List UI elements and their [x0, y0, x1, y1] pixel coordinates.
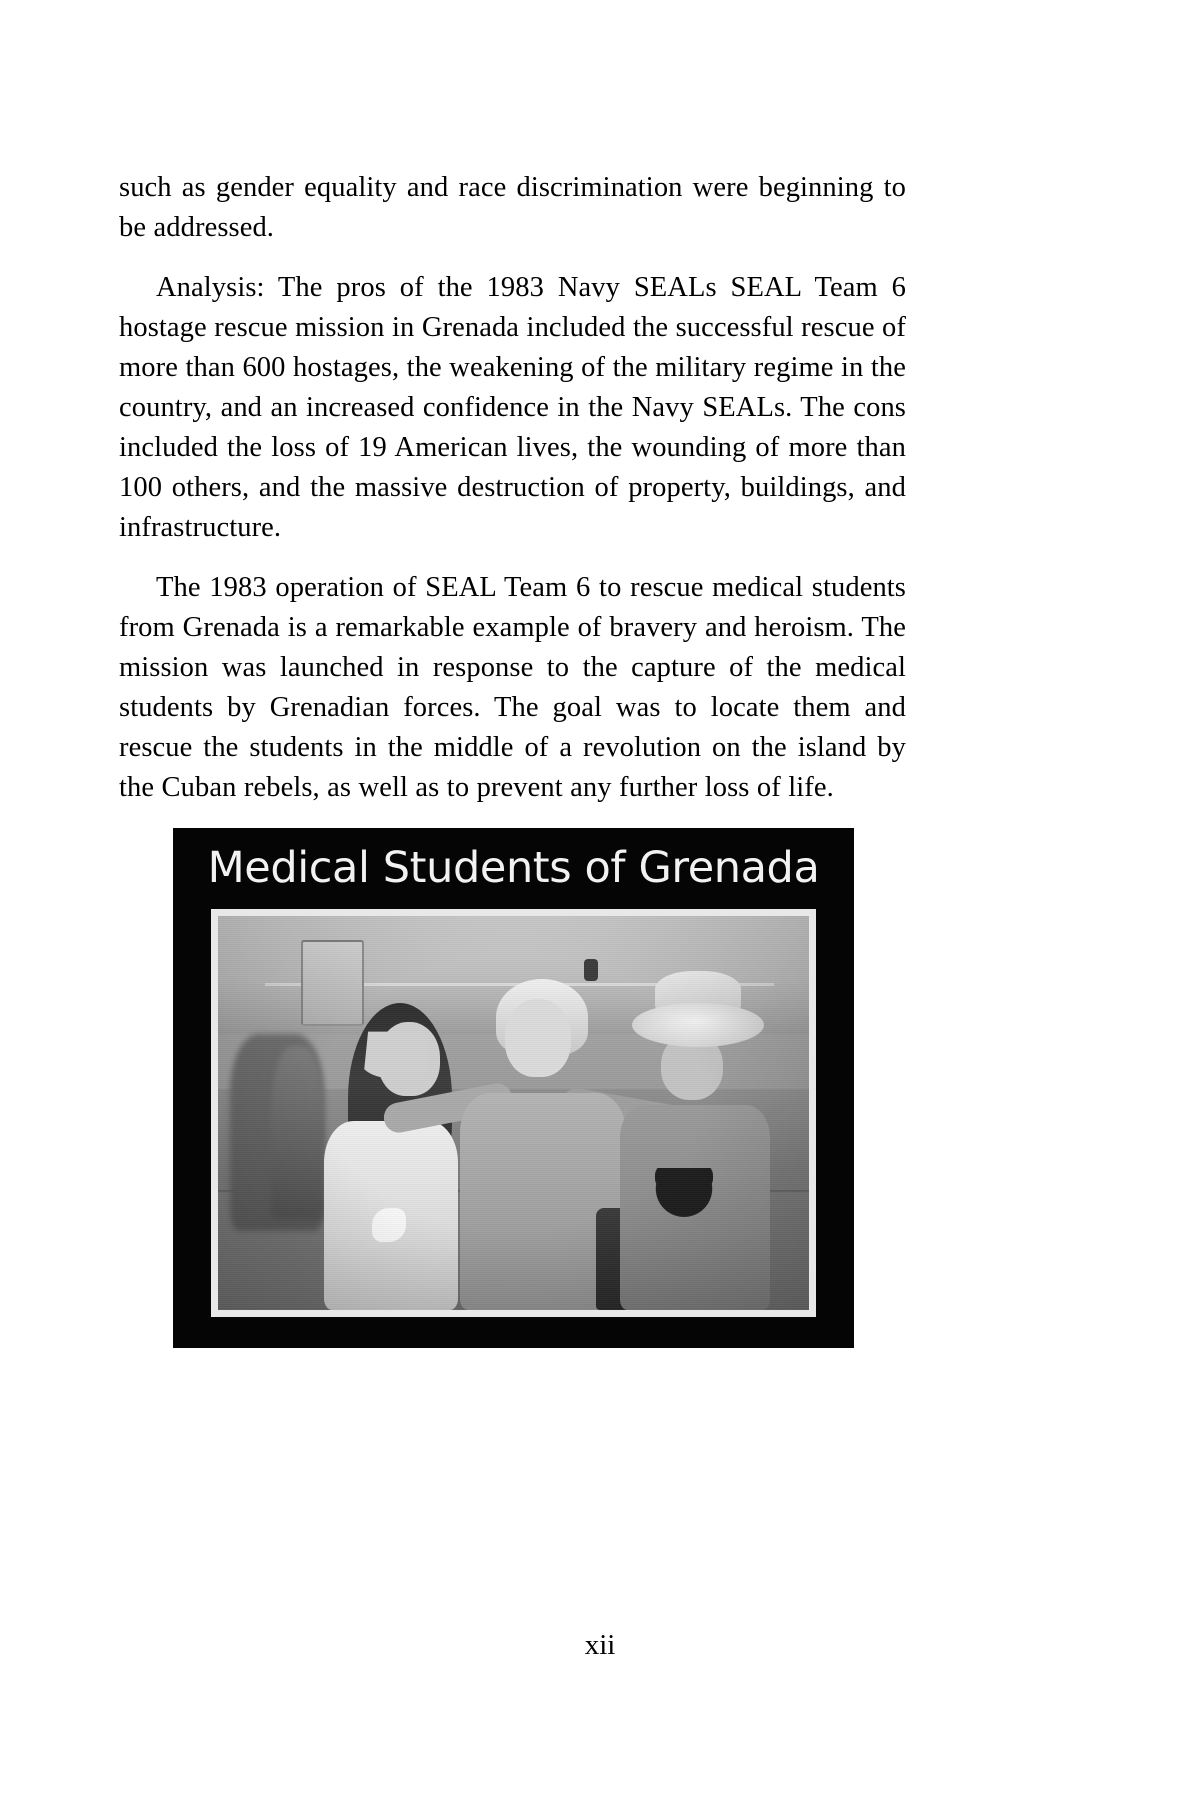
photo-aircraft-door	[301, 940, 364, 1027]
photo-mat-border	[211, 909, 816, 1317]
paragraph-analysis: Analysis: The pros of the 1983 Navy SEALs SEAL Team 6 hostage rescue mission in Grenada included the successful rescue of more than 600 hostages, the weakening of the military regime in the country, and an increased confidence in the Navy SEALs. The cons included the loss of 19 American lives, the wounding of more than 100 others, and the massive destruction of property, buildings, and infrastructure.	[119, 272, 906, 543]
photograph-rescued-students	[218, 916, 809, 1310]
photo-straw-hat-icon	[632, 1003, 764, 1047]
page-body-text	[119, 168, 906, 808]
photo-aircraft-window	[584, 959, 598, 981]
photo-background-crowd-secondary	[271, 1046, 324, 1219]
photo-mouse-print-icon	[655, 1168, 713, 1242]
paragraph-continuation: such as gender equality and race discrimination were beginning to be addressed.	[119, 172, 906, 243]
page-number: xii	[584, 1629, 616, 1661]
paragraph-operation: The 1983 operation of SEAL Team 6 to rescue medical students from Grenada is a remarkable example of bravery and heroism. The mission was launched in response to the capture of the medical students by Grenadian forces. The goal was to locate them and rescue the students in the middle of a revolution on the island by the Cuban rebels, as well as to prevent any further loss of life.	[119, 572, 906, 803]
photo-person-left-shirt-knot	[372, 1208, 406, 1242]
figure-title: Medical Students of Grenada	[207, 843, 820, 893]
figure-medical-students-of-grenada	[173, 828, 854, 1348]
photo-person-center-head	[505, 999, 571, 1077]
